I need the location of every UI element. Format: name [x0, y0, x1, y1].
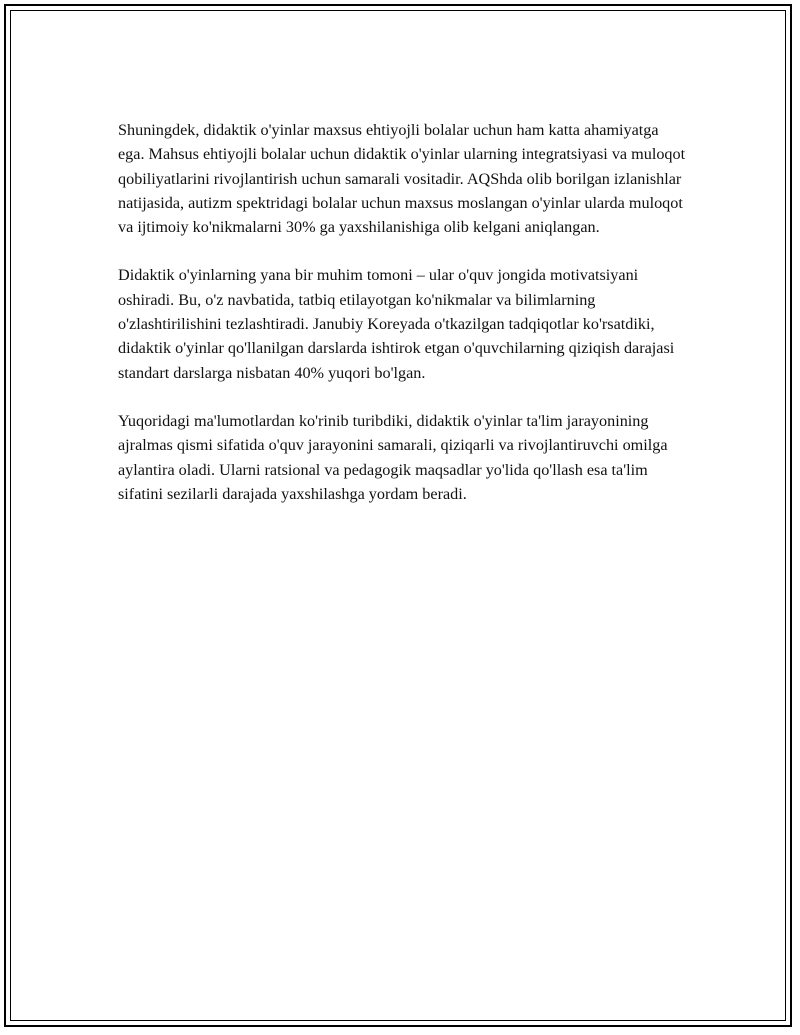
paragraph-3: Yuqoridagi ma'lumotlardan ko'rinib turibdiki, didaktik o'yinlar ta'lim jarayonining ajralmas qismi sifatida o'quv jarayonini samarali, qiziqarli va rivojlantiruvchi omilga aylantira oladi. Ularni ratsional va pedagogik maqsadlar yo'lida qo'llash esa ta'lim sifatini sezilarli darajada yaxshilashga yordam beradi. — [118, 411, 668, 503]
document-body — [118, 118, 688, 530]
paragraph-1: Shuningdek, didaktik o'yinlar maxsus ehtiyojli bolalar uchun ham katta ahamiyatga ega. Mahsus ehtiyojli bolalar uchun didaktik o'yinlar ularning integratsiyasi va muloqot qobiliyatlarini rivojlantirish uchun samarali vositadir. AQShda olib borilgan izlanishlar natijasida, autizm spektridagi bolalar uchun maxsus moslangan o'yinlar ularda muloqot va ijtimoiy ko'nikmalarni 30% ga yaxshilanishiga olib kelgani aniqlangan. — [118, 121, 686, 237]
paragraph-2: Didaktik o'yinlarning yana bir muhim tomoni – ular o'quv jongida motivatsiyani oshiradi. Bu, o'z navbatida, tatbiq etilayotgan ko'nikmalar va bilimlarning o'zlashtirilishini tezlashtiradi. Janubiy Koreyada o'tkazilgan tadqiqotlar ko'rsatdiki, didaktik o'yinlar qo'llanilgan darslarda ishtirok etgan o'quvchilarning qiziqish darajasi standart darslarga nisbatan 40% yuqori bo'lgan. — [118, 266, 675, 382]
